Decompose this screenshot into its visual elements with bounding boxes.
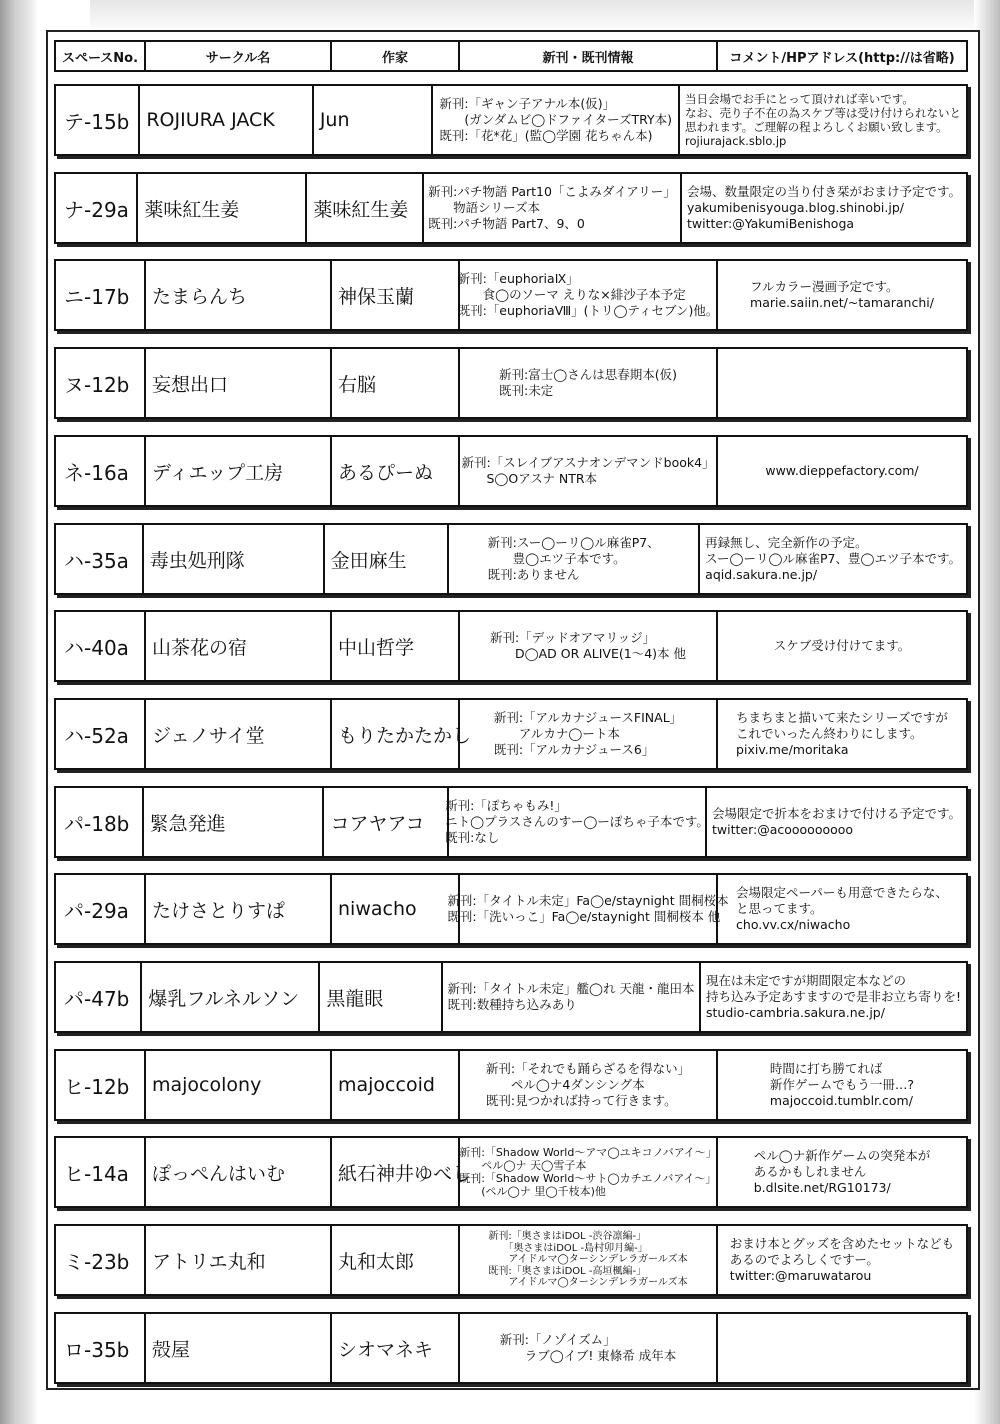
circle-name: ディエップ工房 [146, 437, 332, 505]
author-name: 金田麻生 [325, 525, 450, 593]
author-name: シオマネキ [332, 1314, 460, 1382]
header-author: 作家 [332, 42, 460, 70]
comment-cell: 当日会場でお手にとって頂ければ幸いです。 なお、売り子不在の為スケブ等は受け付けられないと 思われます。ご理解の程よろしくお願い致します。 rojiurajack.sblo.jp [685, 92, 961, 148]
author-name: Jun [314, 86, 434, 154]
comment-cell: 会場限定で折本をおまけで付ける予定です。 twitter:@acooooooooo [711, 806, 961, 837]
publication-info: 新刊:「デッドオアマリッジ」 D◯AD OR ALIVE(1～4)本 他 [460, 612, 718, 680]
table-row [54, 1136, 968, 1208]
comment-cell: フルカラー漫画予定です。 marie.saiin.net/~tamaranchi/ [750, 279, 934, 310]
header-space: スペースNo. [56, 42, 146, 70]
author-name: majoccoid [332, 1051, 460, 1119]
comment-cell: おまけ本とグッズを含めたセットなども あるのでよろしくですー。 twitter:@maruwatarou [729, 1236, 955, 1283]
publication-info: 新刊:「それでも踊らざるを得ない」 ペル◯ナ4ダンシング本 既刊:見つかれば持って行きます。 [460, 1051, 718, 1119]
comment-cell: 現在は未定ですが期間限定本などの 持ち込み予定あすますので是非お立ち寄りを! studio-cambria.sakura.ne.jp/ [705, 973, 961, 1020]
publication-info: 新刊:「奥さまはiDOL -渋谷凛編-」 「奥さまはiDOL -島村卯月編-」 アイドルマ◯ターシンデレラガールズ本 既刊:「奥さまはiDOL -高垣楓編-」 アイドルマ◯ターシンデレラガールズ本 [460, 1226, 718, 1294]
space-number: ミ-23b [56, 1226, 146, 1294]
author-name: 薬味紅生姜 [307, 174, 424, 242]
publication-info: 新刊:「タイトル未定」Fa◯e/staynight 間桐桜本 既刊:「洗いっこ」Fa◯e/staynight 間桐桜本 他 [460, 875, 718, 943]
table-row [54, 172, 968, 244]
space-number: ネ-16a [56, 437, 146, 505]
publication-info: 新刊:「Shadow World～アマ◯ユキコノバアイ～」 ペル◯ナ 天◯雪子本 既刊:「Shadow World～サト◯カチエノバアイ～」 (ペル◯ナ 里◯千枝本)他 [460, 1138, 718, 1206]
circle-name: 緊急発進 [144, 788, 325, 856]
circle-name: 山茶花の宿 [146, 612, 332, 680]
space-number: パ-18b [56, 788, 144, 856]
publication-info: 新刊:スー◯ーリ◯ル麻雀P7、 豊◯エツ子本です。 既刊:ありません [449, 525, 700, 593]
comment-cell: スケブ受け付けてます。 [773, 638, 911, 653]
table-row [54, 786, 968, 858]
space-number: ナ-29a [56, 174, 138, 242]
author-name: 黒龍眼 [320, 963, 443, 1031]
circle-name: たけさとりすぱ [146, 875, 332, 943]
space-number: パ-47b [56, 963, 142, 1031]
circle-name: たまらんち [146, 261, 332, 329]
space-number: ロ-35b [56, 1314, 146, 1382]
publication-info: 新刊:「ギャン子アナル本(仮)」 (ガンダムビ◯ドファイターズTRY本) 既刊:「花*花」(監◯学園 花ちゃん本) [433, 86, 680, 154]
author-name: niwacho [332, 875, 460, 943]
space-number: ハ-52a [56, 700, 146, 768]
publication-info: 新刊:「アルカナジュースFINAL」 アルカナ◯ート本 既刊:「アルカナジュース6」 [460, 700, 718, 768]
comment-cell: 会場、数量限定の当り付き栞がおまけ予定です。 yakumibenisyouga.blog.shinobi.jp/ twitter:@YakumiBenishoga [686, 184, 961, 231]
table-row [54, 84, 968, 156]
publication-info: 新刊:「ぽちゃもみ!」 ニト◯プラスさんのすー◯ーぽちゃ子本です。 既刊:なし [449, 788, 707, 856]
table-row [54, 1312, 968, 1384]
space-number: ヒ-14a [56, 1138, 146, 1206]
space-number: ヌ-12b [56, 349, 146, 417]
author-name: あるぴーぬ [332, 437, 460, 505]
space-number: ハ-35a [56, 525, 144, 593]
publication-info: 新刊:富士◯さんは思春期本(仮) 既刊:未定 [460, 349, 718, 417]
header-info: 新刊・既刊情報 [460, 42, 718, 70]
table-row [54, 610, 968, 682]
publication-info: 新刊:パチ物語 Part10「こよみダイアリー」 物語シリーズ本 既刊:パチ物語 Part7、9、0 [424, 174, 682, 242]
comment-cell: ペル◯ナ新作ゲームの突発本が あるかもしれません b.dlsite.net/RG10173/ [753, 1148, 931, 1195]
circle-name: 爆乳フルネルソン [142, 963, 320, 1031]
author-name: 中山哲学 [332, 612, 460, 680]
table-row [54, 873, 968, 945]
comment-cell: ちまちまと描いて来たシリーズですが これでいったん終わりにします。 pixiv.me/moritaka [736, 710, 948, 757]
publication-info: 新刊:「スレイブアスナオンデマンドbook4」 S◯Oアスナ NTR本 [460, 437, 718, 505]
header-comment: コメント/HPアドレス(http://は省略) [729, 50, 955, 66]
table-row [54, 1049, 968, 1121]
author-name: もりたかたかし [332, 700, 460, 768]
publication-info: 新刊:「タイトル未定」艦◯れ 天龍・龍田本 既刊:数種持ち込みあり [443, 963, 701, 1031]
table-row [54, 259, 968, 331]
table-row [54, 347, 968, 419]
circle-name: 薬味紅生姜 [138, 174, 307, 242]
publication-info: 新刊:「euphoriaⅨ」 食◯のソーマ えりな×緋沙子本予定 既刊:「euphoriaⅧ」(トリ◯ティセブン)他。 [460, 261, 718, 329]
page-top-shadow [90, 0, 1000, 34]
comment-cell [718, 349, 966, 417]
author-name: 神保玉蘭 [332, 261, 460, 329]
space-number: ニ-17b [56, 261, 146, 329]
space-number: パ-29a [56, 875, 146, 943]
author-name: 丸和太郎 [332, 1226, 460, 1294]
page-edge-shadow [0, 0, 38, 1424]
comment-cell: www.dieppefactory.com/ [765, 463, 919, 478]
circle-name: 毒虫処刑隊 [144, 525, 325, 593]
comment-cell: 再録無し、完全新作の予定。 スー◯ーリ◯ル麻雀P7、豊◯エツ子本です。 aqid.sakura.ne.jp/ [705, 535, 961, 582]
circle-name: ぽっぺんはいむ [146, 1138, 332, 1206]
table-row [54, 435, 968, 507]
space-number: テ-15b [56, 86, 140, 154]
author-name: 紙石神井ゆべし [332, 1138, 460, 1206]
header-circle: サークル名 [146, 42, 332, 70]
space-number: ヒ-12b [56, 1051, 146, 1119]
circle-name: ジェノサイ堂 [146, 700, 332, 768]
table-row [54, 961, 968, 1033]
space-number: ハ-40a [56, 612, 146, 680]
comment-cell: 時間に打ち勝てれば 新作ゲームでもう一冊…? majoccoid.tumblr.com/ [769, 1061, 915, 1108]
circle-name: ROJIURA JACK [140, 86, 313, 154]
table-header [54, 40, 968, 72]
author-name: 右脳 [332, 349, 460, 417]
author-name: コアヤアコ [324, 788, 449, 856]
table-row [54, 698, 968, 770]
publication-info: 新刊:「ノゾイズム」 ラブ◯イブ! 東條希 成年本 [460, 1314, 718, 1382]
comment-cell: 会場限定ペーパーも用意できたらな、 と思ってます。 cho.vv.cx/niwacho [736, 885, 948, 932]
table-row [54, 523, 968, 595]
circle-name: 殻屋 [146, 1314, 332, 1382]
comment-cell [718, 1314, 966, 1382]
circle-name: majocolony [146, 1051, 332, 1119]
circle-name: 妄想出口 [146, 349, 332, 417]
circle-name: アトリエ丸和 [146, 1226, 332, 1294]
table-row [54, 1224, 968, 1296]
